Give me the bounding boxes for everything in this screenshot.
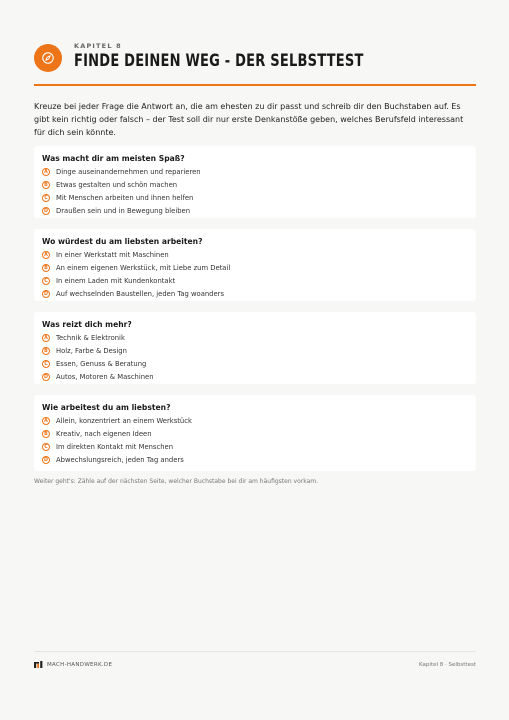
question-title: Was macht dir am meisten Spaß?	[42, 154, 185, 163]
header-divider	[34, 84, 476, 86]
option-text: Mit Menschen arbeiten und ihnen helfen	[56, 194, 194, 202]
option-text: Allein, konzentriert an einem Werkstück	[56, 417, 192, 425]
question-title: Was reizt dich mehr?	[42, 320, 132, 329]
option-text: Abwechslungsreich, jeden Tag anders	[56, 456, 184, 464]
option-letter: A	[42, 417, 50, 425]
answer-option-d[interactable]	[42, 206, 190, 216]
answer-option-d[interactable]	[42, 289, 224, 299]
option-letter: C	[42, 360, 50, 368]
option-text: Holz, Farbe & Design	[56, 347, 127, 355]
page-title: FINDE DEINEN WEG - DER SELBSTTEST	[74, 52, 364, 71]
footer-brand-block	[34, 661, 112, 668]
option-letter: A	[42, 251, 50, 259]
question-title: Wie arbeitest du am liebsten?	[42, 403, 171, 412]
option-text: Essen, Genuss & Beratung	[56, 360, 147, 368]
option-text: In einem Laden mit Kundenkontakt	[56, 277, 176, 285]
option-text: Auf wechselnden Baustellen, jeden Tag woanders	[56, 290, 225, 298]
answer-option-a[interactable]	[42, 333, 125, 343]
answer-option-d[interactable]	[42, 455, 184, 465]
option-letter: D	[42, 207, 50, 215]
option-text: Technik & Elektronik	[56, 334, 125, 342]
answer-option-b[interactable]	[42, 263, 230, 273]
option-letter: B	[42, 181, 50, 189]
answer-option-a[interactable]	[42, 416, 192, 426]
chapter-badge	[34, 44, 62, 72]
question-card-1	[34, 146, 476, 218]
option-text: An einem eigenen Werkstück, mit Liebe zum Detail	[56, 264, 231, 272]
compass-icon	[41, 51, 55, 65]
question-title: Wo würdest du am liebsten arbeiten?	[42, 237, 203, 246]
option-text: Draußen sein und in Bewegung bleiben	[56, 207, 191, 215]
option-letter: D	[42, 456, 50, 464]
answer-option-c[interactable]	[42, 193, 193, 203]
option-letter: B	[42, 347, 50, 355]
option-letter: D	[42, 373, 50, 381]
option-text: Im direkten Kontakt mit Menschen	[56, 443, 174, 451]
option-letter: D	[42, 290, 50, 298]
footer-brand[interactable]: MACH-HANDWERK.DE	[47, 661, 113, 668]
question-card-2	[34, 229, 476, 301]
logo-icon	[34, 661, 43, 668]
answer-option-d[interactable]	[42, 372, 154, 382]
question-card-3	[34, 312, 476, 384]
option-letter: C	[42, 277, 50, 285]
option-letter: B	[42, 264, 50, 272]
intro-text: Kreuze bei jeder Frage die Antwort an, die am ehesten zu dir passt und schreib dir den Buchstaben auf. Es gibt kein richtig oder falsch – der Test soll dir nur erste Denkanstöße geben, welches Berufsfeld interessant für dich sein könnte.	[34, 102, 464, 137]
answer-option-c[interactable]	[42, 359, 146, 369]
answer-option-b[interactable]	[42, 429, 152, 439]
option-text: Kreativ, nach eigenen Ideen	[56, 430, 152, 438]
option-letter: C	[42, 194, 50, 202]
answer-option-a[interactable]	[42, 167, 201, 177]
option-letter: B	[42, 430, 50, 438]
option-letter: A	[42, 168, 50, 176]
option-letter: C	[42, 443, 50, 451]
next-page-note: Weiter geht's: Zähle auf der nächsten Seite, welcher Buchstabe bei dir am häufigsten vorkam.	[34, 478, 319, 485]
answer-option-c[interactable]	[42, 276, 175, 286]
option-text: In einer Werkstatt mit Maschinen	[56, 251, 169, 259]
answer-option-c[interactable]	[42, 442, 173, 452]
answer-option-b[interactable]	[42, 180, 177, 190]
footer-divider	[34, 651, 476, 652]
option-letter: A	[42, 334, 50, 342]
chapter-label: KAPITEL 8	[74, 42, 122, 50]
option-text: Etwas gestalten und schön machen	[56, 181, 178, 189]
answer-option-b[interactable]	[42, 346, 127, 356]
option-text: Autos, Motoren & Maschinen	[56, 373, 154, 381]
footer-section-label: Kapitel 8 · Selbsttest	[419, 662, 476, 668]
page-header	[34, 42, 476, 88]
answer-option-a[interactable]	[42, 250, 169, 260]
question-card-4	[34, 395, 476, 471]
option-text: Dinge auseinandernehmen und reparieren	[56, 168, 201, 176]
